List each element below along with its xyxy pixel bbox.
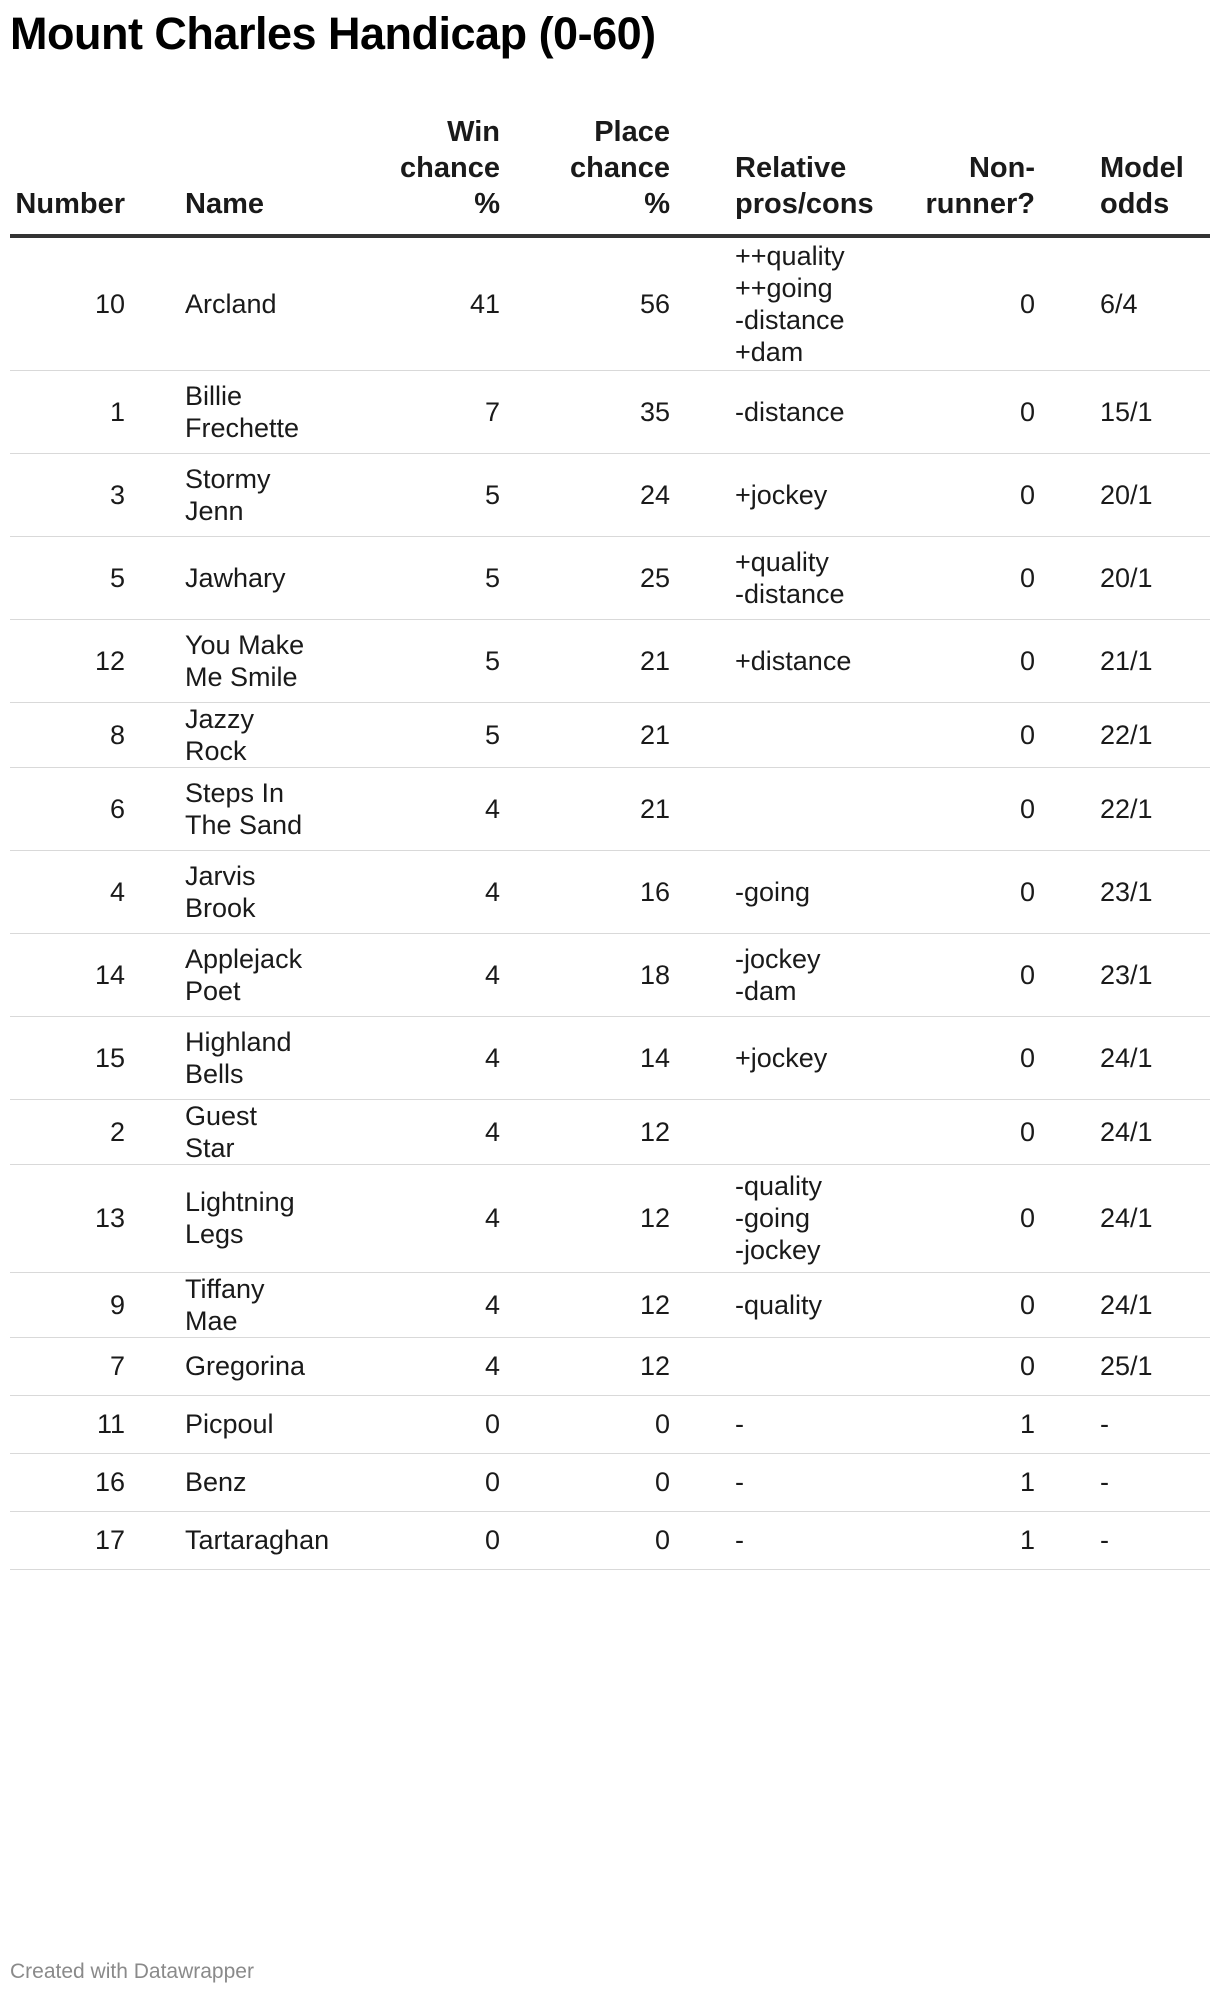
column-header-odds: Model odds <box>1035 110 1210 236</box>
cell-pros: -going <box>670 850 875 933</box>
cell-number: 13 <box>10 1164 125 1272</box>
cell-pros: - <box>670 1395 875 1453</box>
cell-place: 18 <box>500 933 670 1016</box>
table-row <box>10 850 1210 933</box>
cell-odds: 15/1 <box>1035 370 1210 453</box>
cell-win: 7 <box>310 370 500 453</box>
cell-nonrunner: 0 <box>875 536 1035 619</box>
column-header-win: Win chance % <box>310 110 500 236</box>
cell-nonrunner: 0 <box>875 850 1035 933</box>
table-row <box>10 236 1210 370</box>
cell-pros: -quality -going -jockey <box>670 1164 875 1272</box>
cell-nonrunner: 0 <box>875 236 1035 370</box>
cell-odds: 21/1 <box>1035 619 1210 702</box>
cell-place: 0 <box>500 1511 670 1569</box>
table-row <box>10 1099 1210 1164</box>
cell-name: Guest Star <box>125 1099 310 1164</box>
cell-name: You Make Me Smile <box>125 619 310 702</box>
column-header-name: Name <box>125 110 310 236</box>
cell-odds: 22/1 <box>1035 702 1210 767</box>
cell-name: Arcland <box>125 236 310 370</box>
cell-pros: - <box>670 1511 875 1569</box>
table-row <box>10 702 1210 767</box>
credit-footer: Created with Datawrapper <box>10 1960 254 1983</box>
cell-pros <box>670 1337 875 1395</box>
cell-nonrunner: 1 <box>875 1395 1035 1453</box>
cell-place: 12 <box>500 1099 670 1164</box>
cell-number: 15 <box>10 1016 125 1099</box>
cell-pros: ++quality ++going -distance +dam <box>670 236 875 370</box>
cell-win: 4 <box>310 1099 500 1164</box>
cell-win: 5 <box>310 619 500 702</box>
cell-odds: 20/1 <box>1035 536 1210 619</box>
cell-odds: 23/1 <box>1035 850 1210 933</box>
cell-number: 4 <box>10 850 125 933</box>
table-row <box>10 1395 1210 1453</box>
cell-place: 21 <box>500 767 670 850</box>
cell-name: Tartaraghan <box>125 1511 310 1569</box>
table-row <box>10 619 1210 702</box>
cell-odds: 24/1 <box>1035 1164 1210 1272</box>
cell-number: 3 <box>10 453 125 536</box>
cell-name: Billie Frechette <box>125 370 310 453</box>
cell-place: 21 <box>500 702 670 767</box>
cell-number: 5 <box>10 536 125 619</box>
cell-win: 0 <box>310 1511 500 1569</box>
cell-nonrunner: 0 <box>875 370 1035 453</box>
cell-win: 5 <box>310 453 500 536</box>
column-header-place: Place chance % <box>500 110 670 236</box>
cell-number: 1 <box>10 370 125 453</box>
header-row <box>10 110 1210 236</box>
column-header-nonrunner: Non- runner? <box>875 110 1035 236</box>
cell-name: Benz <box>125 1453 310 1511</box>
cell-number: 2 <box>10 1099 125 1164</box>
cell-odds: - <box>1035 1453 1210 1511</box>
cell-odds: 22/1 <box>1035 767 1210 850</box>
cell-number: 12 <box>10 619 125 702</box>
cell-number: 10 <box>10 236 125 370</box>
cell-name: Tiffany Mae <box>125 1272 310 1337</box>
cell-win: 5 <box>310 536 500 619</box>
cell-win: 0 <box>310 1453 500 1511</box>
cell-name: Highland Bells <box>125 1016 310 1099</box>
cell-odds: 24/1 <box>1035 1099 1210 1164</box>
cell-win: 41 <box>310 236 500 370</box>
cell-pros <box>670 1099 875 1164</box>
cell-win: 4 <box>310 767 500 850</box>
table-row <box>10 1016 1210 1099</box>
table-row <box>10 1272 1210 1337</box>
cell-number: 8 <box>10 702 125 767</box>
cell-place: 12 <box>500 1164 670 1272</box>
table-row <box>10 1511 1210 1569</box>
table-row <box>10 933 1210 1016</box>
cell-place: 21 <box>500 619 670 702</box>
cell-pros: +jockey <box>670 453 875 536</box>
cell-win: 0 <box>310 1395 500 1453</box>
cell-nonrunner: 0 <box>875 453 1035 536</box>
table-row <box>10 453 1210 536</box>
cell-pros: -quality <box>670 1272 875 1337</box>
cell-nonrunner: 0 <box>875 767 1035 850</box>
cell-nonrunner: 1 <box>875 1511 1035 1569</box>
cell-nonrunner: 0 <box>875 702 1035 767</box>
cell-place: 16 <box>500 850 670 933</box>
cell-nonrunner: 0 <box>875 1164 1035 1272</box>
cell-win: 4 <box>310 850 500 933</box>
cell-nonrunner: 0 <box>875 619 1035 702</box>
cell-name: Gregorina <box>125 1337 310 1395</box>
cell-odds: 24/1 <box>1035 1016 1210 1099</box>
cell-number: 11 <box>10 1395 125 1453</box>
cell-pros: +jockey <box>670 1016 875 1099</box>
cell-number: 17 <box>10 1511 125 1569</box>
page-title: Mount Charles Handicap (0-60) <box>10 8 656 59</box>
cell-win: 4 <box>310 1337 500 1395</box>
table-body <box>10 236 1210 1569</box>
cell-nonrunner: 0 <box>875 1099 1035 1164</box>
cell-odds: 24/1 <box>1035 1272 1210 1337</box>
column-header-number: Number <box>10 110 125 236</box>
cell-nonrunner: 0 <box>875 1272 1035 1337</box>
table-header <box>10 110 1210 236</box>
cell-place: 14 <box>500 1016 670 1099</box>
cell-pros <box>670 767 875 850</box>
table-row <box>10 1164 1210 1272</box>
cell-name: Steps In The Sand <box>125 767 310 850</box>
cell-win: 4 <box>310 933 500 1016</box>
cell-number: 6 <box>10 767 125 850</box>
cell-number: 9 <box>10 1272 125 1337</box>
table-row <box>10 370 1210 453</box>
cell-name: Jawhary <box>125 536 310 619</box>
cell-number: 16 <box>10 1453 125 1511</box>
cell-odds: 6/4 <box>1035 236 1210 370</box>
cell-odds: 20/1 <box>1035 453 1210 536</box>
cell-nonrunner: 0 <box>875 1337 1035 1395</box>
cell-pros: +distance <box>670 619 875 702</box>
cell-place: 35 <box>500 370 670 453</box>
cell-name: Stormy Jenn <box>125 453 310 536</box>
cell-win: 5 <box>310 702 500 767</box>
cell-place: 0 <box>500 1453 670 1511</box>
cell-place: 56 <box>500 236 670 370</box>
cell-win: 4 <box>310 1164 500 1272</box>
cell-place: 24 <box>500 453 670 536</box>
cell-nonrunner: 1 <box>875 1453 1035 1511</box>
cell-name: Jarvis Brook <box>125 850 310 933</box>
cell-win: 4 <box>310 1272 500 1337</box>
cell-nonrunner: 0 <box>875 933 1035 1016</box>
cell-number: 7 <box>10 1337 125 1395</box>
cell-place: 0 <box>500 1395 670 1453</box>
table-row <box>10 1453 1210 1511</box>
cell-win: 4 <box>310 1016 500 1099</box>
cell-pros <box>670 702 875 767</box>
cell-odds: - <box>1035 1511 1210 1569</box>
cell-pros: +quality -distance <box>670 536 875 619</box>
cell-name: Applejack Poet <box>125 933 310 1016</box>
column-header-pros: Relative pros/cons <box>670 110 875 236</box>
cell-name: Lightning Legs <box>125 1164 310 1272</box>
cell-nonrunner: 0 <box>875 1016 1035 1099</box>
cell-place: 25 <box>500 536 670 619</box>
table-row <box>10 767 1210 850</box>
table-row <box>10 1337 1210 1395</box>
cell-name: Jazzy Rock <box>125 702 310 767</box>
table-row <box>10 536 1210 619</box>
cell-pros: -distance <box>670 370 875 453</box>
cell-place: 12 <box>500 1337 670 1395</box>
cell-odds: - <box>1035 1395 1210 1453</box>
cell-odds: 23/1 <box>1035 933 1210 1016</box>
cell-number: 14 <box>10 933 125 1016</box>
cell-pros: - <box>670 1453 875 1511</box>
results-table <box>10 110 1210 1570</box>
cell-odds: 25/1 <box>1035 1337 1210 1395</box>
cell-place: 12 <box>500 1272 670 1337</box>
cell-pros: -jockey -dam <box>670 933 875 1016</box>
cell-name: Picpoul <box>125 1395 310 1453</box>
